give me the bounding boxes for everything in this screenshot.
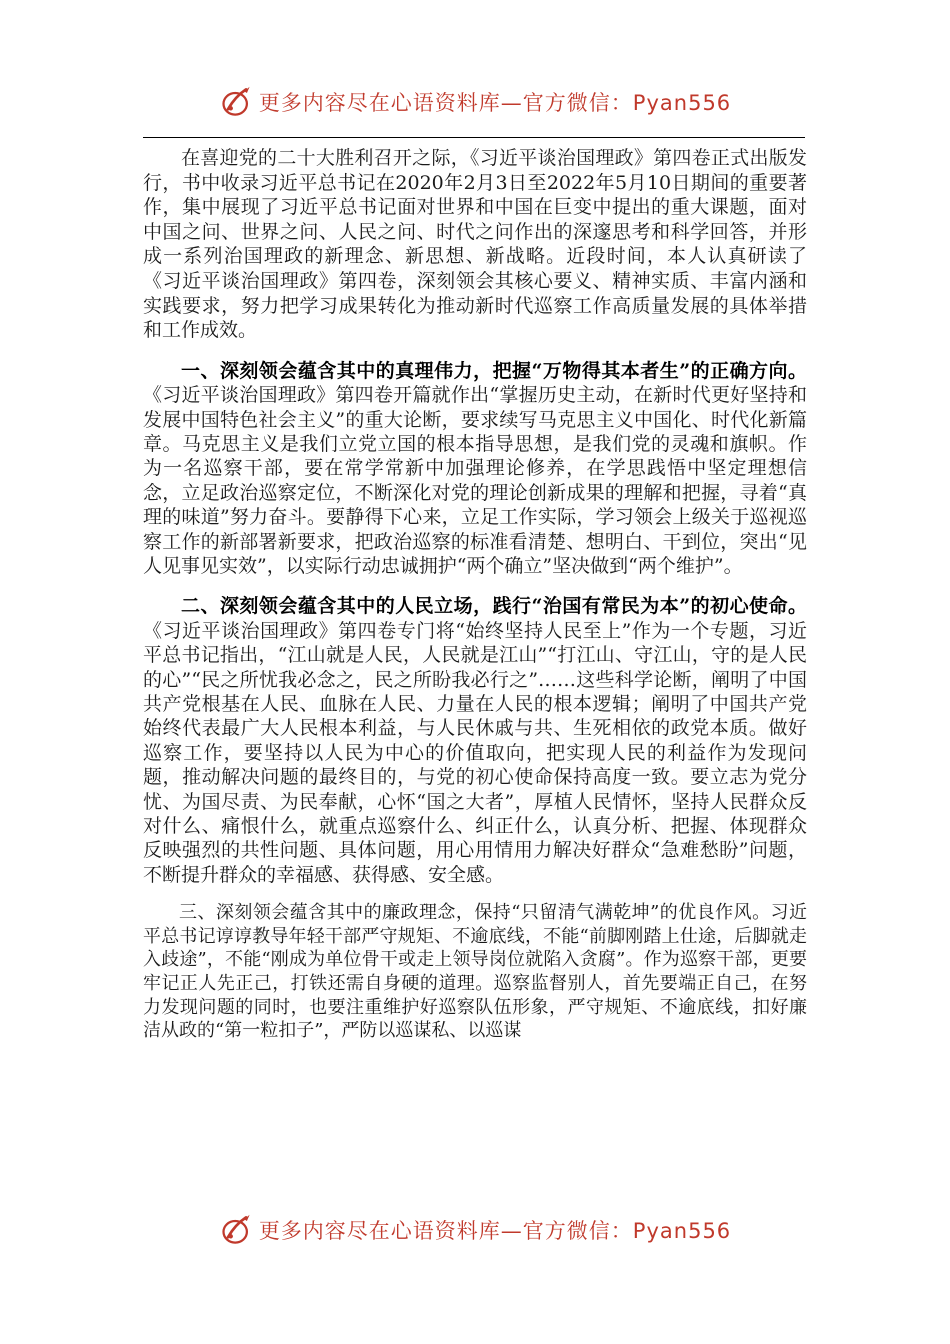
section-2-heading: 二、深刻领会蕴含其中的人民立场，践行“治国有常民为本”的初心使命。: [181, 595, 807, 618]
paragraph-section-2: [143, 594, 807, 887]
section-3-text: 三、深刻领会蕴含其中的廉政理念，保持“只留清气满乾坤”的优良作风。习近平总书记谆谆教导年轻干部严守规矩、不逾底线，不能“前脚刚踏上仕途，后脚就走入歧途”，不能“刚成为单位骨干或走上领导岗位就陷入贪腐”。作为巡察干部，更要牢记正人先正己，打铁还需自身硬的道理。巡察监督别人，首先要端正自己，在努力发现问题的同时，也要注重维护好巡察队伍形象，严守规矩、不逾底线，扣好廉洁从政的“第一粒扣子”，严防以巡谋私、以巡谋: [143, 902, 807, 1042]
footer-watermark-banner: [0, 1210, 950, 1250]
banner-text: 更多内容尽在心语资料库—官方微信：Pyan556: [258, 91, 732, 115]
section-1-text: 《习近平谈治国理政》第四卷开篇就作出“掌握历史主动，在新时代更好坚持和发展中国特色社会主义”的重大论断，要求续写马克思主义中国化、时代化新篇章。马克思主义是我们立党立国的根本指导思想，是我们党的灵魂和旗帜。作为一名巡察干部，要在常学常新中加强理论修养，在学思践悟中坚定理想信念，立足政治巡察定位，不断深化对党的理论创新成果的理解和把握，寻着“真理的味道”努力奋斗。要静得下心来，立足工作实际，学习领会上级关于巡视巡察工作的新部署新要求，把政治巡察的标准看清楚、想明白、干到位，突出“见人见事见实效”，以实际行动忠诚拥护“两个确立”坚决做到“两个维护”。: [143, 384, 807, 577]
brush-logo-icon: [219, 1212, 255, 1248]
header-divider: [143, 137, 805, 138]
header-watermark-banner: [0, 82, 950, 122]
section-2-text: 《习近平谈治国理政》第四卷专门将“始终坚持人民至上”作为一个专题，习近平总书记指出，“江山就是人民，人民就是江山”“打江山、守江山，守的是人民的心”“民之所忧我必念之，民之所盼我必行之”……这些科学论断，阐明了中国共产党根基在人民、血脉在人民、力量在人民的根本逻辑；阐明了中国共产党始终代表最广大人民根本利益，与人民休戚与共、生死相依的政党本质。做好巡察工作，要坚持以人民为中心的价值取向，把实现人民的利益作为发现问题，推动解决问题的最终目的，与党的初心使命保持高度一致。要立志为党分忧、为国尽责、为民奉献，心怀“国之大者”，厚植人民情怀，坚持人民群众反对什么、痛恨什么，就重点巡察什么、纠正什么，认真分析、把握、体现群众反映强烈的共性问题、具体问题，用心用情用力解决好群众“急难愁盼”问题，不断提升群众的幸福感、获得感、安全感。: [143, 619, 807, 886]
paragraph-section-3: [143, 901, 807, 1043]
banner-text: 更多内容尽在心语资料库—官方微信：Pyan556: [258, 1219, 732, 1243]
brush-logo-icon: [219, 84, 255, 120]
paragraph-section-1: [143, 359, 807, 579]
document-body: [143, 146, 807, 1043]
paragraph-intro: [143, 146, 807, 343]
section-1-heading: 一、深刻领会蕴含其中的真理伟力，把握“万物得其本者生”的正确方向。: [181, 359, 807, 382]
paragraph-intro-text: 在喜迎党的二十大胜利召开之际，《习近平谈治国理政》第四卷正式出版发行，书中收录习近平总书记在2020年2月3日至2022年5月10日期间的重要著作，集中展现了习近平总书记面对世界和中国在巨变中提出的重大课题，面对中国之问、世界之问、人民之问、时代之问作出的深邃思考和科学回答，并形成一系列治国理政的新理念、新思想、新战略。近段时间，本人认真研读了《习近平谈治国理政》第四卷，深刻领会其核心要义、精神实质、丰富内涵和实践要求，努力把学习成果转化为推动新时代巡察工作高质量发展的具体举措和工作成效。: [143, 147, 807, 342]
